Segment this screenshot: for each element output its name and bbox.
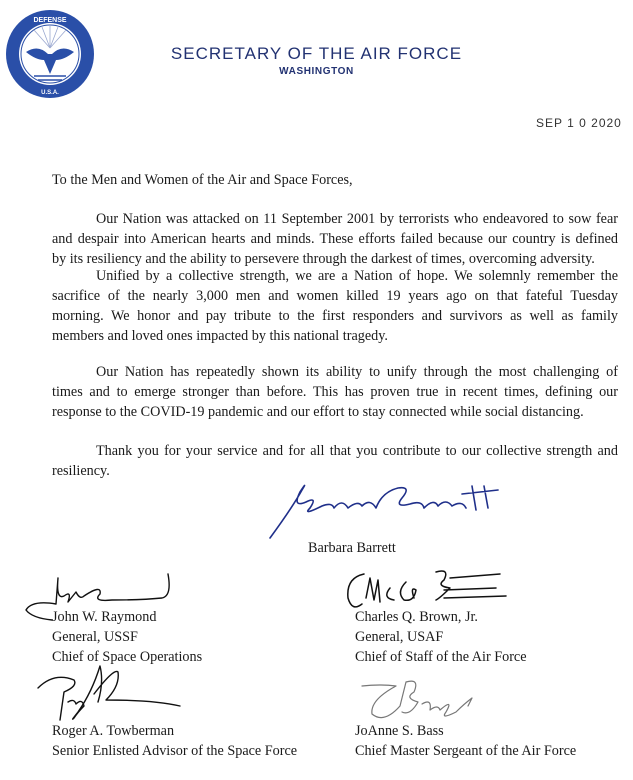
towberman-title: Senior Enlisted Advisor of the Space Force xyxy=(52,743,298,759)
paragraph-1-line: Our Nation was attacked on 11 September 2001 by terrorists who endeavored to sow fear xyxy=(96,211,618,227)
paragraph-3-line: Our Nation has repeatedly shown its ability to unify through the most challenging of xyxy=(96,364,618,380)
paragraph-1-line: and despair into American hearts and minds. These efforts failed because our country is defined xyxy=(52,231,618,247)
letterhead-city: WASHINGTON xyxy=(279,66,354,77)
paragraph-2-line: sacrifice of the nearly 3,000 men and women killed 19 years ago on that fateful Tuesday xyxy=(52,288,618,304)
paragraph-3-line: times and to emerge stronger than before. This has proven true in recent times, defining our xyxy=(52,384,618,400)
salutation: To the Men and Women of the Air and Space Forces, xyxy=(52,172,353,188)
barrett-name: Barbara Barrett xyxy=(308,540,396,556)
paragraph-1-line: by its resiliency and the ability to persevere through the darkest of times, overcoming adversity. xyxy=(52,251,595,267)
paragraph-3-line: response to the COVID-19 pandemic and our effort to stay connected while social distancing. xyxy=(52,404,584,420)
raymond-name: John W. Raymond xyxy=(52,609,157,625)
bass-name: JoAnne S. Bass xyxy=(355,723,444,739)
letterhead-title: SECRETARY OF THE AIR FORCE xyxy=(170,44,463,63)
paragraph-2-line: morning. We honor and pay tribute to the first responders and survivors as well as family xyxy=(52,308,618,324)
bass-title: Chief Master Sergeant of the Air Force xyxy=(355,743,577,759)
brown-name: Charles Q. Brown, Jr. xyxy=(355,609,478,625)
paragraph-4-line: Thank you for your service and for all that you contribute to our collective strength and xyxy=(96,443,618,459)
towberman-signature xyxy=(34,662,194,724)
paragraph-2-line: members and loved ones impacted by this national tragedy. xyxy=(52,328,388,344)
brown-title: Chief of Staff of the Air Force xyxy=(355,649,527,665)
towberman-name: Roger A. Towberman xyxy=(52,723,175,739)
svg-text:DEFENSE: DEFENSE xyxy=(33,17,67,24)
brown-rank: General, USAF xyxy=(355,629,444,645)
bass-signature xyxy=(360,676,520,724)
svg-text:U.S.A.: U.S.A. xyxy=(41,90,59,96)
raymond-title: Chief of Space Operations xyxy=(52,649,203,665)
letter-date: SEP 1 0 2020 xyxy=(536,116,622,130)
paragraph-2-line: Unified by a collective strength, we are a Nation of hope. We solemnly remember the xyxy=(96,268,618,284)
raymond-rank: General, USSF xyxy=(52,629,138,645)
barrett-signature xyxy=(262,478,512,544)
paragraph-4-line: resiliency. xyxy=(52,463,110,479)
